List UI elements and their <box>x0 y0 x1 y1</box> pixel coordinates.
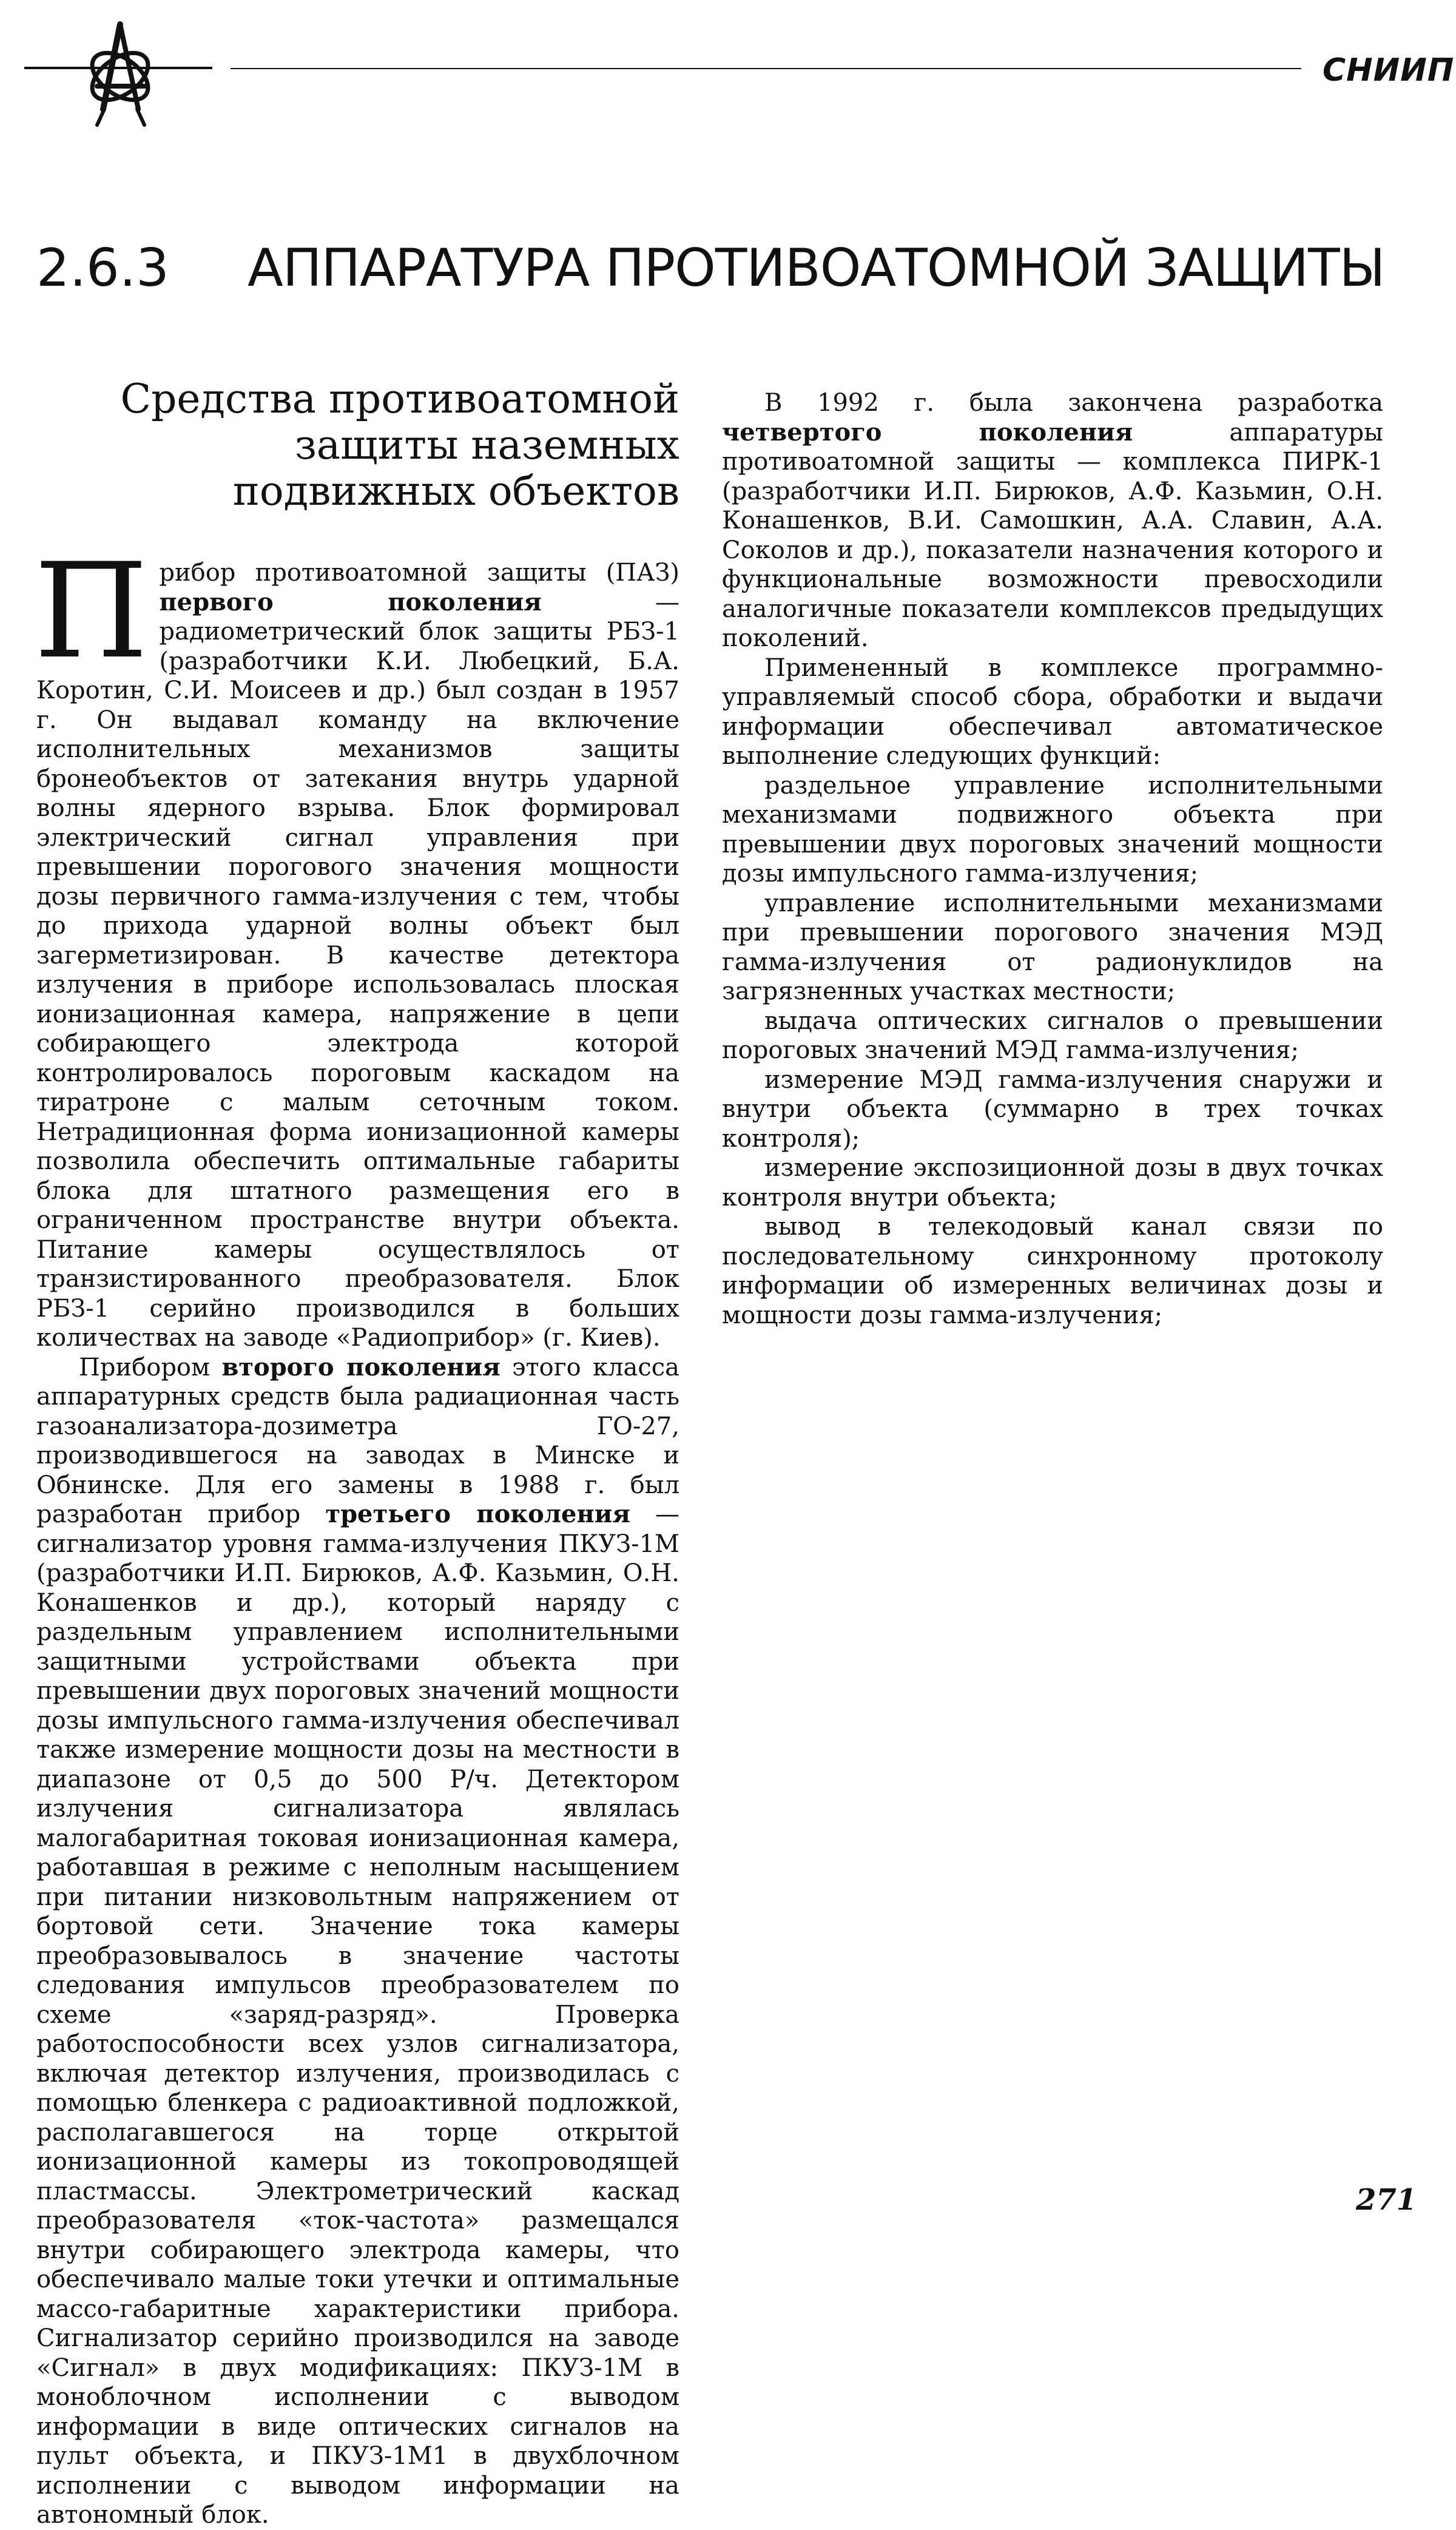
paragraph-text: аппаратуры противоатомной защиты — комплекса ПИРК-1 (разработчики И.П. Бирюков, А.Ф. Казьмин, О.Н. Конашенков, В.И. Самошкин, А.А. Славин, А.А. Соколов и др.), показатели назначения которого и функциональные возможности превосходили аналогичные показатели комплексов предыдущих поколений. <box>722 418 1383 652</box>
paragraph-text: В 1992 г. была закончена разработка <box>764 389 1383 417</box>
drop-cap: П <box>34 535 149 687</box>
paragraph-text: — радиометрический блок защиты РБЗ-1 (разработчики К.И. Любецкий, Б.А. Коротин, С.И. Моисеев и др.) был создан в 1957 г. Он выдавал команду на включение исполнительных механизмов защиты бронеобъектов от затекания внутрь ударной волны ядерного взрыва. Блок формировал электрический сигнал управления при превышении порогового значения мощности дозы первичного гамма-излучения с тем, чтобы до прихода ударной волны объект был загерметизирован. В качестве детектора излучения в приборе использовалась плоская ионизационная камера, напряжение в цепи собирающего электрода которой контролировалось пороговым каскадом на тиратроне с малым сеточным током. Нетрадиционная форма ионизационной камеры позволила обеспечить оптимальные габариты блока для штатного размещения его в ограниченном пространстве внутри объекта. Питание камеры осуществлялось от транзистированного преобразователя. Блок РБЗ-1 серийно производился в больших количествах на заводе «Радиоприбор» (г. Киев). <box>36 588 679 1352</box>
paragraph-text: рибор противоатомной защиты (ПАЗ) <box>159 559 679 587</box>
text-column-right <box>722 388 1383 1330</box>
emphasis-text: второго поколения <box>221 1352 500 1381</box>
paragraph-text: Прибором <box>79 1353 222 1381</box>
subsection-heading-line: защиты наземных <box>294 422 679 468</box>
function-item: измерение МЭД гамма-излучения снаружи и внутри объекта (суммарно в трех точках контроля); <box>722 1065 1383 1153</box>
section-title: АППАРАТУРА ПРОТИВОАТОМНОЙ ЗАЩИТЫ <box>248 238 1385 299</box>
emphasis-text: третьего поколения <box>325 1500 630 1528</box>
emphasis-text: четвертого поколения <box>722 417 1133 447</box>
subsection-heading <box>36 376 679 514</box>
paragraph-text: — сигнализатор уровня гамма-излучения ПКУЗ-1М (разработчики И.П. Бирюков, А.Ф. Казьмин, О.Н. Конашенков и др.), который наряду с раздельным управлением исполнительными защитными устройствами объекта при превышении двух пороговых значений мощности дозы импульсного гамма-излучения обеспечивал также измерение мощности дозы на местности в диапазоне от 0,5 до 500 Р/ч. Детектором излучения сигнализатора являлась малогабаритная токовая ионизационная камера, работавшая в режиме с неполным насыщением при питании низковольтным напряжением от бортовой сети. Значение тока камеры преобразовывалось в значение частоты следования импульсов преобразователем по схеме «заряд-разряд». Проверка работоспособности всех узлов сигнализатора, включая детектор излучения, производилась с помощью бленкера с радиоактивной подложкой, располагавшегося на торце открытой ионизационной камеры из токопроводящей пластмассы. Электрометрический каскад преобразователя «ток-частота» размещался внутри собирающего электрода камеры, что обеспечивало малые токи утечки и оптимальные массо-габаритные характеристики прибора. Сигнализатор серийно производился на заводе «Сигнал» в двух модификациях: ПКУЗ-1М в моноблочном исполнении с выводом информации в виде оптических сигналов на пульт объекта, и ПКУЗ-1М1 в двухблочном исполнении с выводом информации на автономный блок. <box>36 1500 679 2529</box>
emphasis-text: первого поколения <box>159 587 542 616</box>
page-header <box>0 0 1456 121</box>
paragraph-text: этого класса аппаратурных средств была радиационная часть газоанализатора-дозиметра ГО-27, производившегося на заводах в Минске и Обнинске. Для его замены в 1988 г. был разработан прибор <box>36 1353 679 1528</box>
section-number: 2.6.3 <box>36 238 169 299</box>
paragraph-second-third-generation <box>36 1353 679 2530</box>
function-item: выдача оптических сигналов о превышении пороговых значений МЭД гамма-излучения; <box>722 1007 1383 1064</box>
header-rule-right <box>231 68 1301 69</box>
function-item: вывод в телекодовый канал связи по последовательному синхронному протоколу информации об измеренных величинах дозы и мощности дозы гамма-излучения; <box>722 1213 1383 1329</box>
page-number: 271 <box>1356 2183 1417 2217</box>
function-item: управление исполнительными механизмами при превышении порогового значения МЭД гамма-излучения от радионуклидов на загрязненных участках местности; <box>722 889 1383 1005</box>
paragraph-fourth-generation <box>722 388 1383 653</box>
header-rule-left <box>24 67 212 69</box>
function-item: измерение экспозиционной дозы в двух точках контроля внутри объекта; <box>722 1154 1383 1212</box>
subsection-heading-line: Средства противоатомной <box>120 376 679 422</box>
function-item: раздельное управление исполнительными механизмами подвижного объекта при превышении двух пороговых значений мощности дозы импульсного гамма-излучения; <box>722 771 1383 888</box>
paragraph-first-generation <box>34 535 679 1353</box>
sniip-emblem-icon <box>36 18 182 133</box>
journal-name: СНИИП <box>1323 52 1455 89</box>
paragraph-functions-intro: Примененный в комплексе программно-управляемый способ сбора, обработки и выдачи информации обеспечивал автоматическое выполнение следующих функций: <box>722 653 1383 770</box>
text-column-left <box>34 535 679 2530</box>
subsection-heading-line: подвижных объектов <box>232 468 679 514</box>
